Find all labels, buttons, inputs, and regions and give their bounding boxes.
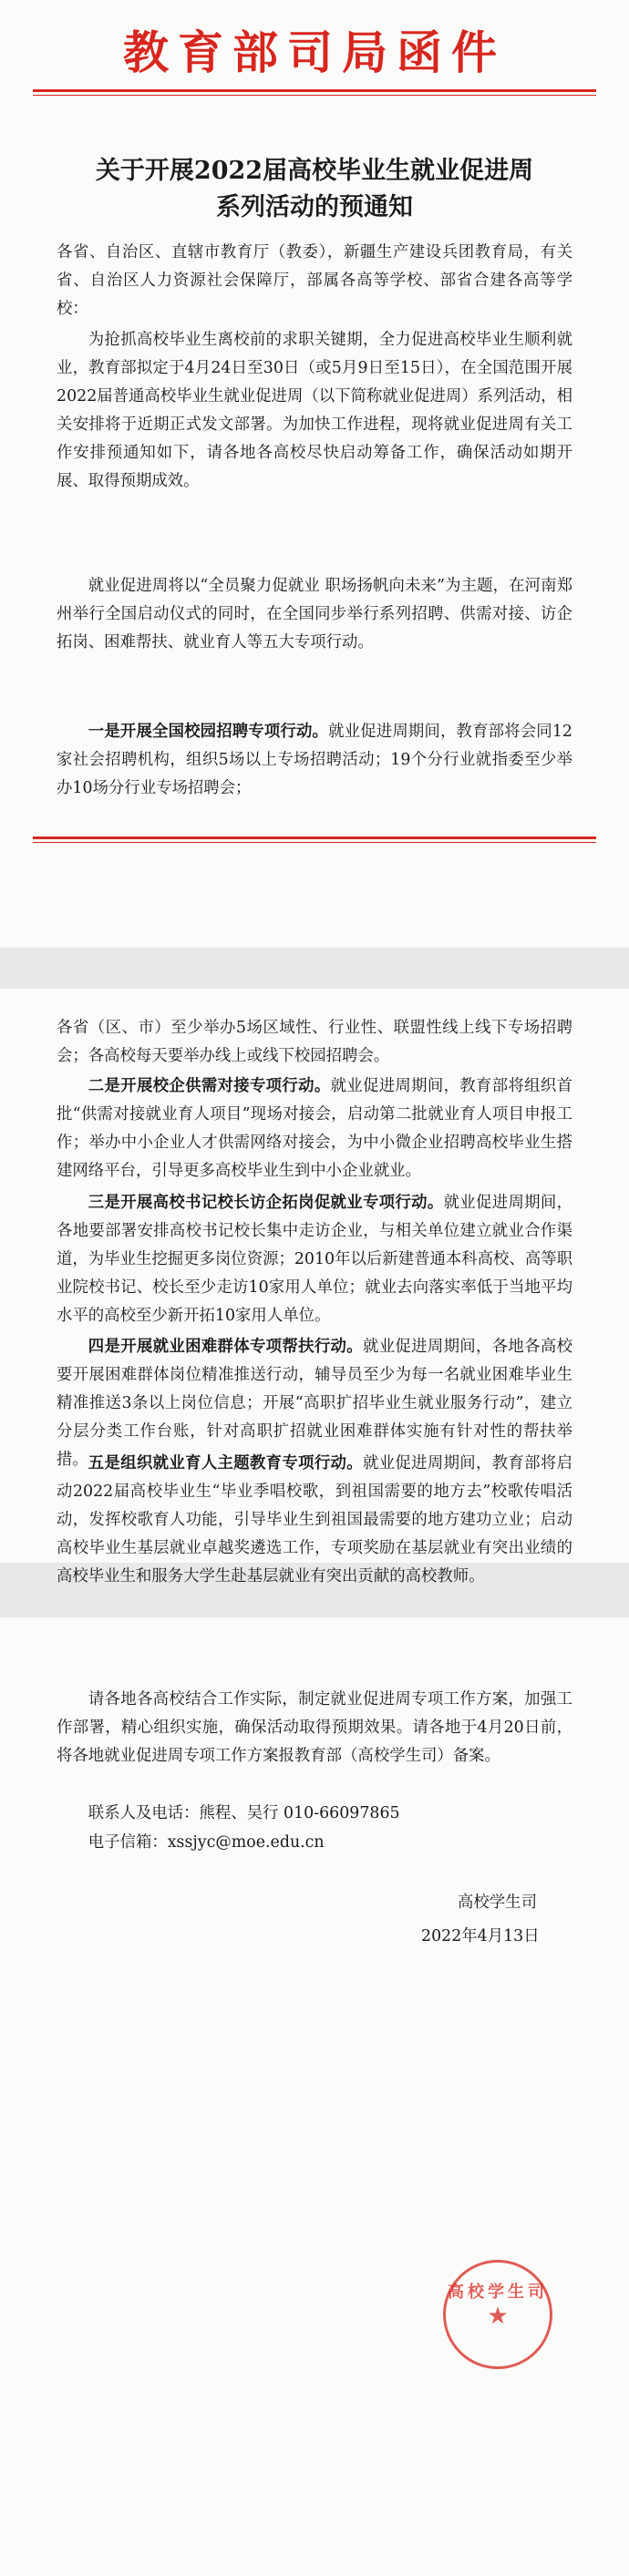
item-5-heading: 五是组织就业育人主题教育专项行动。 [88, 1454, 363, 1473]
document-title [55, 153, 574, 226]
letterhead-rule-thin [33, 95, 596, 96]
signature-date: 2022年4月13日 [421, 1927, 540, 1945]
letterhead: 教育部司局函件 [123, 26, 506, 79]
item-5-text: 就业促进周期间，教育部将启动2022届高校毕业生“毕业季唱校歌，到祖国需要的地方去”校歌传唱活动，发挥校歌育人功能，引导毕业生到祖国最需要的地方建功立业；启动高校毕业生基层就业卓越奖遴选工作，专项奖励在基层就业有突出业绩的高校毕业生和服务大学生赴基层就业有突出贡献的高校教师。 [57, 1454, 572, 1586]
seal-star-icon: ★ [487, 2303, 509, 2330]
bottom-rule [33, 836, 596, 839]
title-line-1: 关于开展2022届高校毕业生就业促进周 [95, 157, 534, 185]
addressee: 各省、自治区、直辖市教育厅（教委），新疆生产建设兵团教育局，有关省、自治区人力资源社会保障厅，部属各高等学校、部省合建各高等学校： [57, 243, 572, 318]
paragraph-intro: 为抢抓高校毕业生离校前的求职关键期，全力促进高校毕业生顺利就业，教育部拟定于4月24日至30日（或5月9日至15日），在全国范围开展2022届普通高校毕业生就业促进周（以下简称就业促进周）系列活动，相关安排将于近期正式发文部署。为加快工作进程，现将就业促进周有关工作安排预通知如下，请各地各高校尽快启动筹备工作，确保活动如期开展、取得预期成效。 [57, 331, 572, 490]
paragraph-theme: 就业促进周将以“全员聚力促就业 职场扬帆向未来”为主题，在河南郑州举行全国启动仪式的同时，在全国同步举行系列招聘、供需对接、访企拓岗、困难帮扶、就业育人等五大专项行动。 [57, 577, 572, 652]
document-page-3 [0, 1617, 629, 2576]
item-2-heading: 二是开展校企供需对接专项行动。 [88, 1077, 331, 1095]
title-line-2: 系列活动的预通知 [216, 193, 413, 221]
item-1-text: 就业促进周期间，教育部将会同12家社会招聘机构，组织5场以上专场招聘活动；19个分行业就指委至少举办10场分行业专场招聘会； [57, 723, 572, 797]
item-1-continued: 各省（区、市）至少举办5场区域性、行业性、联盟性线上线下专场招聘会；各高校每天要举办线上或线下校园招聘会。 [57, 1019, 572, 1065]
item-3 [57, 1189, 572, 1330]
letterhead-rule [33, 89, 596, 92]
item-4-heading: 四是开展就业困难群体专项帮扶行动。 [88, 1338, 363, 1356]
item-1-heading: 一是开展全国校园招聘专项行动。 [88, 723, 329, 741]
document-page-2 [0, 989, 629, 1586]
official-seal [443, 2260, 552, 2369]
signatory: 高校学生司 [458, 1894, 537, 1912]
item-4-text: 就业促进周期间，各地各高校要开展困难群体岗位精准推送行动，辅导员至少为每一名就业困难毕业生精准推送3条以上岗位信息；开展“高职扩招毕业生就业服务行动”，建立分层分类工作台账，针对高职扩招就业困难群体实施有针对性的帮扶举措。 [57, 1338, 572, 1469]
item-2-text: 就业促进周期间，教育部将组织首批“供需对接就业育人项目”现场对接会，启动第二批就业育人项目申报工作；举办中小企业人才供需网络对接会，为中小微企业招聘高校毕业生搭建网络平台，引导更多高校毕业生到中小企业就业。 [57, 1077, 572, 1180]
seal-text: 高校学生司 [448, 2283, 548, 2302]
item-3-text: 就业促进周期间，各地要部署安排高校书记校长集中走访企业，与相关单位建立就业合作渠道，为毕业生挖掘更多岗位资源；2010年以后新建普通本科高校、高等职业院校书记、校长至少走访10家用人单位；就业去向落实率低于当地平均水平的高校至少新开拓10家用人单位。 [57, 1194, 572, 1325]
closing-paragraph: 请各地各高校结合工作实际，制定就业促进周专项工作方案，加强工作部署，精心组织实施，确保活动取得预期效果。请各地于4月20日前，将各地就业促进周专项工作方案报教育部（高校学生司）备案。 [57, 1690, 572, 1765]
email-info: 电子信箱：xssjyc@moe.edu.cn [88, 1833, 325, 1852]
document-page-1 [0, 0, 629, 948]
item-5 [57, 1450, 572, 1591]
item-1 [57, 718, 572, 803]
item-3-heading: 三是开展高校书记校长访企拓岗促就业专项行动。 [88, 1194, 444, 1212]
contact-info: 联系人及电话：熊程、吴行 010-66097865 [88, 1804, 400, 1822]
item-2 [57, 1072, 572, 1185]
bottom-rule-thin [33, 842, 596, 843]
